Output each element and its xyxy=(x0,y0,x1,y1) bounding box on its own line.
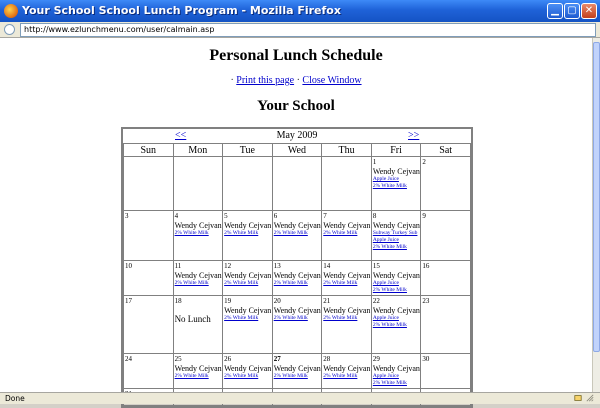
menu-item-link[interactable]: Apple Juice xyxy=(372,237,399,243)
previous-month-link[interactable]: << xyxy=(175,130,187,141)
day-number: 16 xyxy=(422,262,430,270)
calendar-week-row xyxy=(124,296,471,354)
menu-item-link[interactable]: 2% White Milk xyxy=(174,280,209,286)
calendar-week-row xyxy=(124,157,471,211)
calendar-day-cell xyxy=(173,354,223,389)
calendar-day-cell xyxy=(322,261,372,296)
menu-item-link[interactable]: Apple Juice xyxy=(372,373,399,379)
student-name: Wendy Cejvan xyxy=(224,271,272,280)
print-link[interactable]: Print this page xyxy=(236,75,295,86)
day-number: 29 xyxy=(372,355,380,363)
day-number: 15 xyxy=(372,262,380,270)
day-number: 4 xyxy=(174,212,179,220)
day-number: 6 xyxy=(273,212,278,220)
menu-item-link[interactable]: 2% White Milk xyxy=(372,380,407,386)
calendar-day-cell xyxy=(173,261,223,296)
student-name: Wendy Cejvan xyxy=(224,221,272,230)
calendar-day-cell xyxy=(371,157,421,211)
calendar-day-cell xyxy=(272,157,322,211)
day-number: 18 xyxy=(174,297,182,305)
calendar-day-cell xyxy=(173,157,223,211)
day-number: 28 xyxy=(323,355,331,363)
calendar-day-cell xyxy=(272,296,322,354)
calendar-grid xyxy=(123,143,471,406)
weekday-header: Sat xyxy=(421,144,471,157)
student-name: Wendy Cejvan xyxy=(174,364,222,373)
page-links xyxy=(0,75,592,86)
calendar-day-cell xyxy=(124,157,174,211)
page-icon xyxy=(4,24,15,35)
resize-grip-icon[interactable] xyxy=(586,394,594,402)
weekday-header-row xyxy=(124,144,471,157)
day-number: 20 xyxy=(273,297,281,305)
menu-item-link[interactable]: 2% White Milk xyxy=(273,315,308,321)
calendar-day-cell xyxy=(322,211,372,261)
student-name: Wendy Cejvan xyxy=(323,221,371,230)
day-number: 21 xyxy=(323,297,331,305)
student-name: Wendy Cejvan xyxy=(224,306,272,315)
student-name: Wendy Cejvan xyxy=(323,306,371,315)
calendar-nav xyxy=(123,129,471,143)
calendar-day-cell xyxy=(421,296,471,354)
student-name: Wendy Cejvan xyxy=(224,364,272,373)
menu-item-link[interactable]: 2% White Milk xyxy=(323,280,358,286)
page-title: Personal Lunch Schedule xyxy=(209,47,383,64)
window-titlebar xyxy=(0,0,600,22)
weekday-header: Fri xyxy=(371,144,421,157)
status-text: Done xyxy=(5,394,25,403)
menu-item-link[interactable]: 2% White Milk xyxy=(224,315,259,321)
calendar-day-cell xyxy=(223,157,273,211)
day-number: 1 xyxy=(372,158,377,166)
calendar-week-row xyxy=(124,211,471,261)
scrollbar-thumb[interactable] xyxy=(593,42,600,352)
menu-item-link[interactable]: 2% White Milk xyxy=(372,244,407,250)
calendar-day-cell xyxy=(124,261,174,296)
calendar-day-cell xyxy=(272,211,322,261)
menu-item-link[interactable]: Apple Juice xyxy=(372,315,399,321)
day-number: 12 xyxy=(224,262,232,270)
student-name: Wendy Cejvan xyxy=(273,221,321,230)
calendar-day-cell xyxy=(421,157,471,211)
student-name: Wendy Cejvan xyxy=(372,221,420,230)
vertical-scrollbar[interactable] xyxy=(592,38,600,392)
menu-item-link[interactable]: 2% White Milk xyxy=(323,230,358,236)
status-bar xyxy=(0,392,600,404)
calendar-day-cell xyxy=(371,296,421,354)
weekday-header: Sun xyxy=(124,144,174,157)
day-number: 26 xyxy=(224,355,232,363)
calendar-day-cell xyxy=(223,261,273,296)
menu-item-link[interactable]: 2% White Milk xyxy=(224,280,259,286)
student-name: Wendy Cejvan xyxy=(174,271,222,280)
menu-item-link[interactable]: 2% White Milk xyxy=(273,280,308,286)
calendar-day-cell xyxy=(371,261,421,296)
student-name: Wendy Cejvan xyxy=(372,364,420,373)
weekday-header: Mon xyxy=(173,144,223,157)
student-name: Wendy Cejvan xyxy=(323,271,371,280)
menu-item-link[interactable]: 2% White Milk xyxy=(372,287,407,293)
separator: · xyxy=(230,75,234,86)
school-name: Your School xyxy=(257,98,335,114)
menu-item-link[interactable]: 2% White Milk xyxy=(174,230,209,236)
day-number: 14 xyxy=(323,262,331,270)
weekday-header: Tue xyxy=(223,144,273,157)
day-number: 3 xyxy=(125,212,129,220)
menu-item-link[interactable]: 2% White Milk xyxy=(273,373,308,379)
calendar-day-cell xyxy=(173,296,223,354)
day-number: 9 xyxy=(422,212,426,220)
calendar-day-cell xyxy=(223,296,273,354)
menu-item-link[interactable]: Apple Juice xyxy=(372,176,399,182)
window-title: Your School School Lunch Program - Mozilla Firefox xyxy=(22,4,341,17)
menu-item-link[interactable]: Subway Turkey Sub xyxy=(372,230,418,236)
student-name: Wendy Cejvan xyxy=(273,271,321,280)
calendar-day-cell xyxy=(223,354,273,389)
url-field[interactable]: http://www.ezlunchmenu.com/user/calmain.asp xyxy=(20,23,596,37)
day-number: 27 xyxy=(273,355,281,363)
day-number: 24 xyxy=(125,355,132,363)
student-name: Wendy Cejvan xyxy=(273,306,321,315)
day-number: 30 xyxy=(422,355,430,363)
address-bar xyxy=(0,22,600,38)
student-name: Wendy Cejvan xyxy=(323,364,371,373)
calendar-day-cell xyxy=(173,211,223,261)
calendar-day-cell xyxy=(421,261,471,296)
student-name: Wendy Cejvan xyxy=(174,221,222,230)
popup-blocker-icon[interactable] xyxy=(574,394,582,402)
calendar-day-cell xyxy=(272,354,322,389)
student-name: Wendy Cejvan xyxy=(273,364,321,373)
day-number: 8 xyxy=(372,212,377,220)
menu-item-link[interactable]: 2% White Milk xyxy=(323,315,358,321)
menu-item-link[interactable]: 2% White Milk xyxy=(174,373,209,379)
student-name: Wendy Cejvan xyxy=(372,271,420,280)
student-name: Wendy Cejvan xyxy=(372,167,420,176)
weekday-header: Wed xyxy=(272,144,322,157)
page-content xyxy=(0,38,592,392)
menu-item-link[interactable]: 2% White Milk xyxy=(372,183,407,189)
separator: · xyxy=(296,75,300,86)
day-number: 19 xyxy=(224,297,232,305)
maximize-button[interactable]: ▢ xyxy=(564,3,580,19)
menu-item-link[interactable]: 2% White Milk xyxy=(323,373,358,379)
day-number: 11 xyxy=(174,262,182,270)
close-window-link[interactable]: Close Window xyxy=(302,75,362,86)
calendar-day-cell xyxy=(371,211,421,261)
day-number: 25 xyxy=(174,355,182,363)
student-name: Wendy Cejvan xyxy=(372,306,420,315)
calendar-day-cell xyxy=(272,261,322,296)
day-number: 23 xyxy=(422,297,430,305)
menu-item-link[interactable]: Apple Juice xyxy=(372,280,399,286)
calendar-day-cell xyxy=(124,296,174,354)
next-month-link[interactable]: >> xyxy=(408,130,420,141)
day-number: 22 xyxy=(372,297,380,305)
day-number: 10 xyxy=(125,262,132,270)
calendar-month: May 2009 xyxy=(276,130,318,141)
calendar xyxy=(121,127,473,408)
no-lunch-label: No Lunch xyxy=(174,314,211,324)
calendar-day-cell xyxy=(223,211,273,261)
day-number: 5 xyxy=(224,212,228,220)
calendar-day-cell xyxy=(371,354,421,389)
weekday-header: Thu xyxy=(322,144,372,157)
day-number: 17 xyxy=(125,297,132,305)
firefox-icon xyxy=(4,4,18,18)
calendar-day-cell xyxy=(124,211,174,261)
calendar-day-cell xyxy=(322,296,372,354)
calendar-week-row xyxy=(124,261,471,296)
day-number: 7 xyxy=(323,212,327,220)
calendar-day-cell xyxy=(322,157,372,211)
day-number: 13 xyxy=(273,262,281,270)
calendar-week-row xyxy=(124,354,471,389)
close-window-button[interactable]: ✕ xyxy=(581,3,597,19)
calendar-day-cell xyxy=(124,354,174,389)
menu-item-link[interactable]: 2% White Milk xyxy=(372,322,407,328)
menu-item-link[interactable]: 2% White Milk xyxy=(224,230,259,236)
calendar-day-cell xyxy=(421,211,471,261)
calendar-day-cell xyxy=(322,354,372,389)
calendar-day-cell xyxy=(421,354,471,389)
menu-item-link[interactable]: 2% White Milk xyxy=(273,230,308,236)
minimize-button[interactable]: ▁ xyxy=(547,3,563,19)
day-number: 2 xyxy=(422,158,426,166)
menu-item-link[interactable]: 2% White Milk xyxy=(224,373,259,379)
